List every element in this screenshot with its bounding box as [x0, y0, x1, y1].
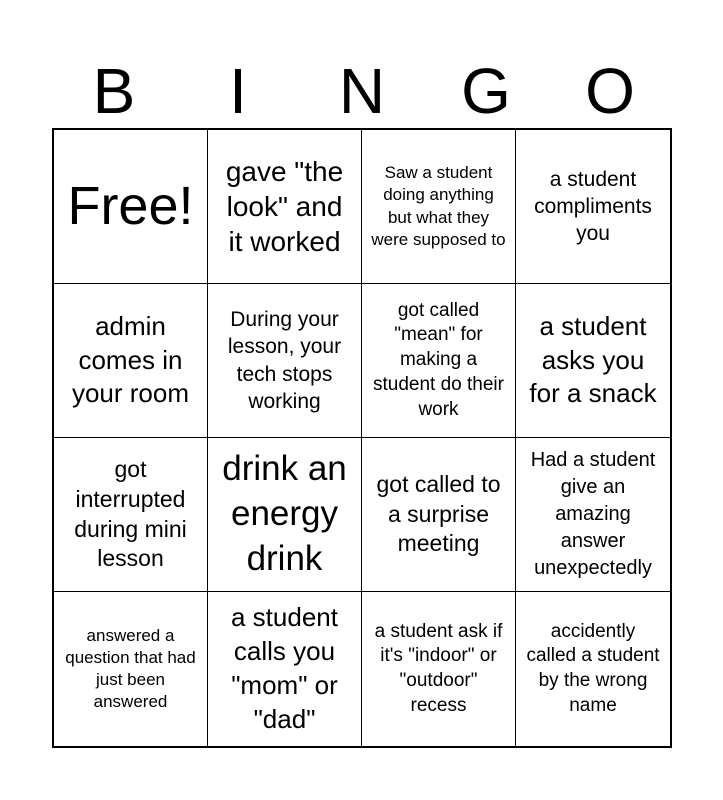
bingo-header — [52, 55, 672, 127]
header-letter-g: G — [461, 55, 511, 127]
cell-text: a student compliments you — [534, 167, 652, 246]
cell-text: a student calls you "mom" or "dad" — [231, 602, 338, 734]
bingo-cell[interactable] — [516, 592, 670, 746]
cell-text: drink an energy drink — [222, 449, 347, 578]
bingo-cell[interactable] — [362, 438, 516, 592]
header-letter-i: I — [229, 55, 247, 127]
bingo-cell[interactable] — [208, 592, 362, 746]
bingo-cell[interactable] — [54, 284, 208, 438]
bingo-cell[interactable] — [362, 130, 516, 284]
bingo-cell[interactable] — [54, 438, 208, 592]
cell-text: a student asks you for a snack — [529, 310, 657, 409]
bingo-cell[interactable] — [54, 592, 208, 746]
bingo-cell[interactable] — [516, 284, 670, 438]
cell-text: got called "mean" for making a student do their work — [373, 299, 504, 420]
bingo-cell-free[interactable] — [54, 130, 208, 284]
bingo-cell[interactable] — [362, 592, 516, 746]
cell-text: gave "the look" and it worked — [225, 156, 344, 257]
bingo-cell[interactable] — [208, 130, 362, 284]
cell-text: accidently called a student by the wrong name — [526, 620, 660, 716]
header-letter-o: O — [585, 55, 635, 127]
bingo-cell[interactable] — [516, 438, 670, 592]
cell-text: got called to a surprise meeting — [376, 470, 501, 557]
bingo-cell[interactable] — [362, 284, 516, 438]
bingo-cell[interactable] — [208, 438, 362, 592]
cell-text: Free! — [67, 175, 194, 236]
cell-text: During your lesson, your tech stops working — [227, 307, 342, 413]
cell-text: admin comes in your room — [71, 310, 190, 409]
header-letter-n: N — [338, 55, 386, 127]
cell-text: got interrupted during mini lesson — [74, 455, 187, 572]
cell-text: Saw a student doing anything but what they were supposed to — [371, 163, 506, 249]
cell-text: answered a question that had just been answered — [65, 625, 196, 712]
header-letter-b: B — [92, 55, 136, 127]
bingo-board — [52, 128, 672, 748]
cell-text: Had a student give an amazing answer unexpectedly — [530, 449, 656, 579]
bingo-cell[interactable] — [208, 284, 362, 438]
bingo-cell[interactable] — [516, 130, 670, 284]
cell-text: a student ask if it's "indoor" or "outdoor" recess — [374, 620, 503, 716]
